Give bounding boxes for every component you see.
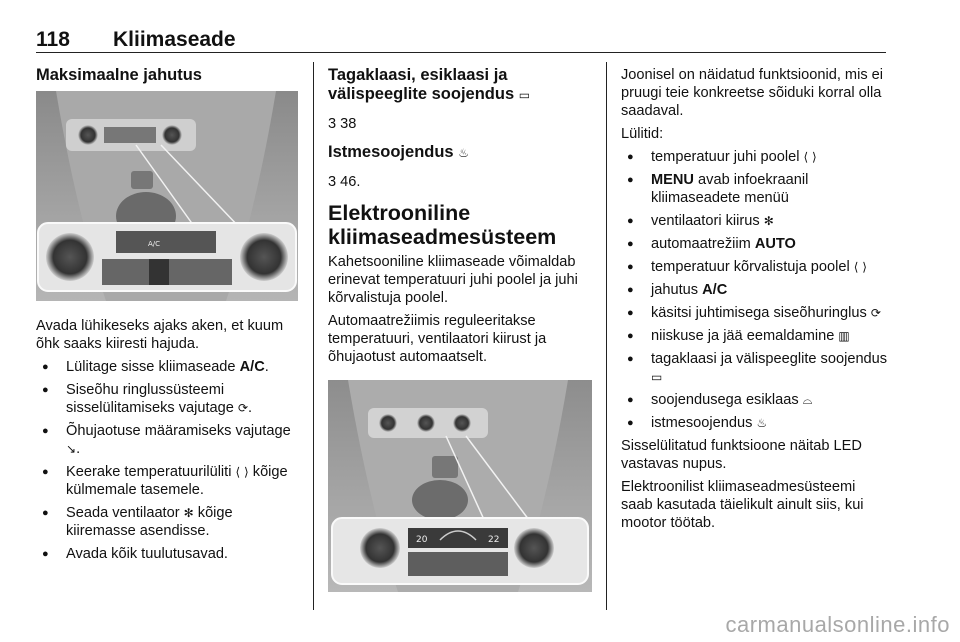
climate-panel-illustration-2 xyxy=(328,380,592,592)
reference-1: 3 38 xyxy=(328,116,357,132)
photo-driver-temp-label: 20 xyxy=(416,535,428,545)
list-item: ● Siseõhu ringlussüsteemi sisselülitamiseks vajutage ⟳. xyxy=(36,381,298,417)
list-item: ● Õhujaotuse määramiseks vajutage ↘. xyxy=(36,422,298,458)
max-cooling-intro: Avada lühikeseks ajaks aken, et kuum õhk saaks kiiresti hajuda. xyxy=(36,318,284,352)
page-number: 118 xyxy=(36,28,70,51)
temperature-knob-icon: ⟨ ⟩ xyxy=(853,260,867,274)
temperature-knob-icon: ⟨ ⟩ xyxy=(803,150,817,164)
defrost-icon: ▥ xyxy=(838,329,850,343)
watermark: carmanualsonline.info xyxy=(725,612,950,637)
list-item: ● MENU avab infoekraanil kliimaseadete menüü xyxy=(621,171,889,207)
engine-note: Elektroonilist kliimaseadmesüsteemi saab kasutada täielikult ainult siis, kui mootor töötab. xyxy=(621,479,864,531)
list-item: ● käsitsi juhtimisega siseõhuringlus ⟳ xyxy=(621,304,889,322)
figure-note: Joonisel on näidatud funktsioonid, mis ei pruugi teie konkreetse sõiduki korral olla saadaval. xyxy=(621,67,884,119)
seat-heating-icon: ♨ xyxy=(756,416,768,430)
seat-heating-icon: ♨ xyxy=(458,146,469,160)
photo-passenger-temp-label: 22 xyxy=(488,535,500,545)
column-divider-2 xyxy=(606,62,607,610)
list-item: ● tagaklaasi ja välispeeglite soojendus ▭ xyxy=(621,350,889,386)
photo-ac-label: A/C xyxy=(148,240,161,248)
fan-icon: ✻ xyxy=(763,214,774,228)
list-item: ● istmesoojendus ♨ xyxy=(621,414,889,432)
column-3 xyxy=(621,62,889,537)
recirculation-icon: ⟳ xyxy=(870,306,881,320)
climate-panel-photo-2 xyxy=(328,380,592,592)
list-item: ● Seada ventilaator ✻ kõige kiiremasse asendisse. xyxy=(36,504,298,540)
list-item: ● temperatuur kõrvalistuja poolel ⟨ ⟩ xyxy=(621,258,889,276)
climate-panel-photo-1 xyxy=(36,91,298,301)
fan-icon: ✻ xyxy=(183,506,194,520)
rear-window-heating-icon: ▭ xyxy=(651,370,663,384)
section-title-max-cooling: Maksimaalne jahutus xyxy=(36,66,202,84)
list-item: ● ventilaatori kiirus ✻ xyxy=(621,212,889,230)
page-header xyxy=(36,28,886,53)
reference-2: 3 46. xyxy=(328,174,361,190)
list-item: ● automaatrežiim AUTO xyxy=(621,235,889,253)
list-item: ● Keerake temperatuurilüliti ⟨ ⟩ kõige külmemale tasemele. xyxy=(36,463,298,499)
list-item: ● Lülitage sisse kliimaseade A/C. xyxy=(36,358,298,376)
switches-list xyxy=(621,148,889,432)
chapter-title: Kliimaseade xyxy=(113,28,236,51)
list-item: ● niiskuse ja jää eemaldamine ▥ xyxy=(621,327,889,345)
column-1 xyxy=(36,62,298,568)
list-item: ● soojendusega esiklaas ⌓ xyxy=(621,391,889,409)
electronic-climate-p1: Kahetsooniline kliimaseade võimaldab erinevat temperatuuri juhi poolel ja juhi kõrvalistuja poolel. xyxy=(328,254,578,306)
heated-windscreen-icon: ⌓ xyxy=(802,393,813,407)
max-cooling-steps xyxy=(36,358,298,563)
list-item: ● temperatuur juhi poolel ⟨ ⟩ xyxy=(621,148,889,166)
section-title-heating: Tagaklaasi, esiklaasi ja välispeeglite soojendus ▭ xyxy=(328,66,531,103)
temperature-knob-icon: ⟨ ⟩ xyxy=(235,465,249,479)
list-item: ● jahutus A/C xyxy=(621,281,889,299)
rear-window-heating-icon: ▭ xyxy=(518,88,531,102)
climate-panel-illustration xyxy=(36,91,298,301)
section-title-seat-heating: Istmesoojendus ♨ xyxy=(328,143,469,161)
electronic-climate-p2: Automaatrežiimis reguleeritakse temperatuuri, ventilaatori kiirust ja õhujaotust automaatselt. xyxy=(328,313,547,365)
air-distribution-icon: ↘ xyxy=(66,442,77,456)
switches-label: Lülitid: xyxy=(621,126,664,142)
section-heading-electronic-climate: Elektrooniline kliimaseadmesüsteem xyxy=(328,201,557,249)
column-divider-1 xyxy=(313,62,314,610)
led-note: Sisselülitatud funktsioone näitab LED vastavas nupus. xyxy=(621,438,862,472)
column-2 xyxy=(328,62,592,592)
recirculation-icon: ⟳ xyxy=(237,401,249,415)
list-item: ● Avada kõik tuulutusavad. xyxy=(36,545,298,563)
